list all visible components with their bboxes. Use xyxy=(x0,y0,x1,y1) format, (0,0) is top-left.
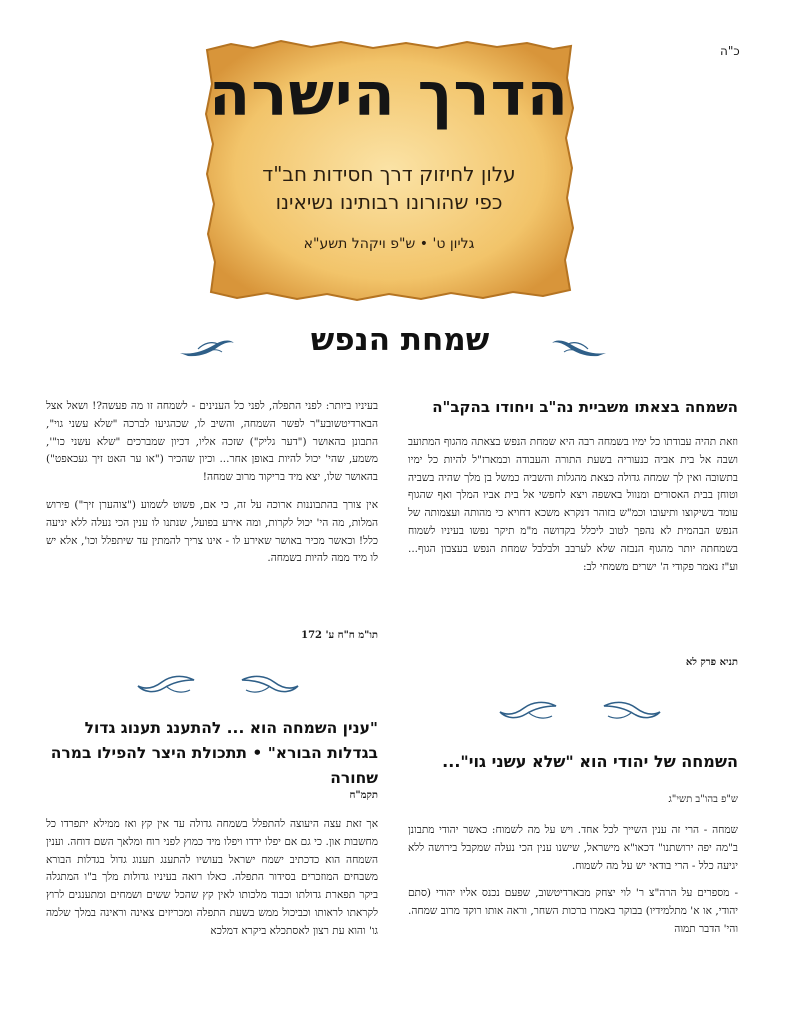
left-section2-paragraph: אך זאת עצה היעוצה להתפלל בשמחה גדולה עד אין קץ ואז ממילא יתפרדו כל מחשבות און. כי גם אם יפלו ידדו ויפלו מיד כמוץ לפני רוח ומלאך השם דוחה. וענין השמחה הוא כדכתיב ישמח ישראל בעושיו להתענג תענוג גדול בגדלות הבורא משבחים המוזכרים בסידור התפלה. כאלו רואה בעיניו גדולות מלך ב"ו המתגלה ביקר תפארת גדולתו וכבוד מלכותו לאין קץ שהכל ששים ושמחים ומתענגים לרוץ לקראתו לראותו וכביכול ממש בשעת התפלה ומכריזים צאינה וראינה במלך שלמה גו' והוא עת רצון לאסתכלא ביקרא דמלכא xyxy=(46,818,378,937)
masthead-subtitle-1: עלון לחיזוק דרך חסידות חב"ד xyxy=(262,162,516,186)
page-number: כ"ה xyxy=(720,44,740,58)
left-section1-source: תו"מ ח"ח ע' 172 xyxy=(301,630,378,641)
right-section2-heading: השמחה של יהודי הוא "שלא עשני גוי"... xyxy=(442,752,738,771)
left-section1-paragraph-2: אין צורך בהתבוננות ארוכה על זה, כי אם, פשוט לשמוע ("צוהערן זיך") פירוש המלות, מה הי' יכול לקרות, ומה אירע בפועל, שנתנו לו ענין הכי נעלה ללא יגיעה כלל! וכאשר מכיר באושר שאירע לו - אינו צריך להמתין עד שיתפלל וכו', אלא יש לו מיד ממה להיות בשמחה. xyxy=(46,498,378,565)
right-section1-heading: השמחה בצאתו משביית נה"ב ויחודו בהקב"ה xyxy=(432,398,738,416)
main-heading: שמחת הנפש xyxy=(310,322,490,358)
masthead-subtitle-2: כפי שהורונו רבותינו נשיאינו xyxy=(275,190,503,214)
flourish-ornament-icon xyxy=(178,335,236,359)
masthead-title: הדרך הישרה xyxy=(209,60,569,130)
left-section2-heading: "ענין השמחה הוא ... להתענג תענוג גדול בגדלות הבורא" • תתכולת היצר להפילו במרה שחורה xyxy=(50,719,378,787)
flourish-ornament-icon xyxy=(602,698,662,724)
flourish-ornament-icon xyxy=(498,698,558,724)
right-section1-paragraph: וזאת תהיה עבודתו כל ימיו בשמחה רבה היא שמחת הנפש בצאתה מהגוף המתועב ושבה אל בית אביה כנעוריה בשעת התורה והעבודה וכמארז"ל להיות כל ימיו בתשובה ואין לך שמחה גדולה כצאת מהגלות והשביה כמשל בן מלך שהיה בשביה וטוחן בבית האסורים ומנוול באשפה ויצא לחפשי אל בית אביו המלך ואף שהגוף עומד בשיקוצו ותיעובו וכמ"ש בזוהר דנקרא משכא דחויא כי מהותה ועצמותה של הנפש הבהמית לא נהפך לטוב ליכלל בקדושה מ"מ תיקר נפשו בעיניו לשמוח בשמחתה יותר מהגוף הנבזה שלא לערבב ולבלבל שמחת הנפש בעצבון הגוף... וע"ז נאמר פקודי ה' ישרים משמחי לב: xyxy=(408,436,738,573)
right-section2-subsource: ש"פ בהו"ב תשי"ג xyxy=(668,794,738,805)
right-section1-body xyxy=(408,434,738,586)
left-section2-body xyxy=(46,816,378,986)
masthead-issue: גליון ט' • ש"פ ויקהל תשע"א xyxy=(303,236,475,252)
flourish-ornament-icon xyxy=(240,672,300,698)
right-section1-source: תניא פרק לא xyxy=(685,657,738,668)
flourish-ornament-icon xyxy=(136,672,196,698)
flourish-ornament-icon xyxy=(550,335,608,359)
left-section1-body xyxy=(46,398,378,578)
left-section2-subsource: תקמ"ח xyxy=(349,790,378,801)
masthead-banner xyxy=(201,38,577,303)
left-section1-paragraph-1: בעיניו ביותר: לפני התפלה, לפני כל הענינים - לשמחה זו מה פעשה?! ושאל אצל הבארדיטשובע"ר לפשר השמחה, והשיב לו, שכהגיעו לברכה "שלא עשני גוי", התבונן בהאושר ("דער גליק") שזכה אליו, דכיון שמברכים "שלא עשני כו"', משמע, שהי' יכול להיות באופן אחר... וכיון שהכיר ("או ער האט זיך געכאפט") בהאושר שלו, יצא מיד בריקוד מרוב שמחה! xyxy=(46,400,378,484)
right-section2-paragraph-2: - מספרים על הרה"צ ר' לוי יצחק מבארדיטשוב, שפעם נכנס אליו יהודי (סתם יהודי, או א' מתלמידיו) בבוקר באמרו ברכות השחר, וראה אותו רוקד מרוב שמחה. והי' הדבר תמוה xyxy=(408,887,738,935)
right-section2-body xyxy=(408,822,738,949)
right-section2-paragraph-1: שמחה - הרי זה ענין השייך לכל אחד. ויש על מה לשמוח: כאשר יהודי מתבונן ב"מה יפה ירושתנו" דכאו"א מישראל, שישנו ענין הכי נעלה שמקבל בירושה ללא יגיעה כלל - הרי בודאי יש על מה לשמוח. xyxy=(408,824,738,872)
